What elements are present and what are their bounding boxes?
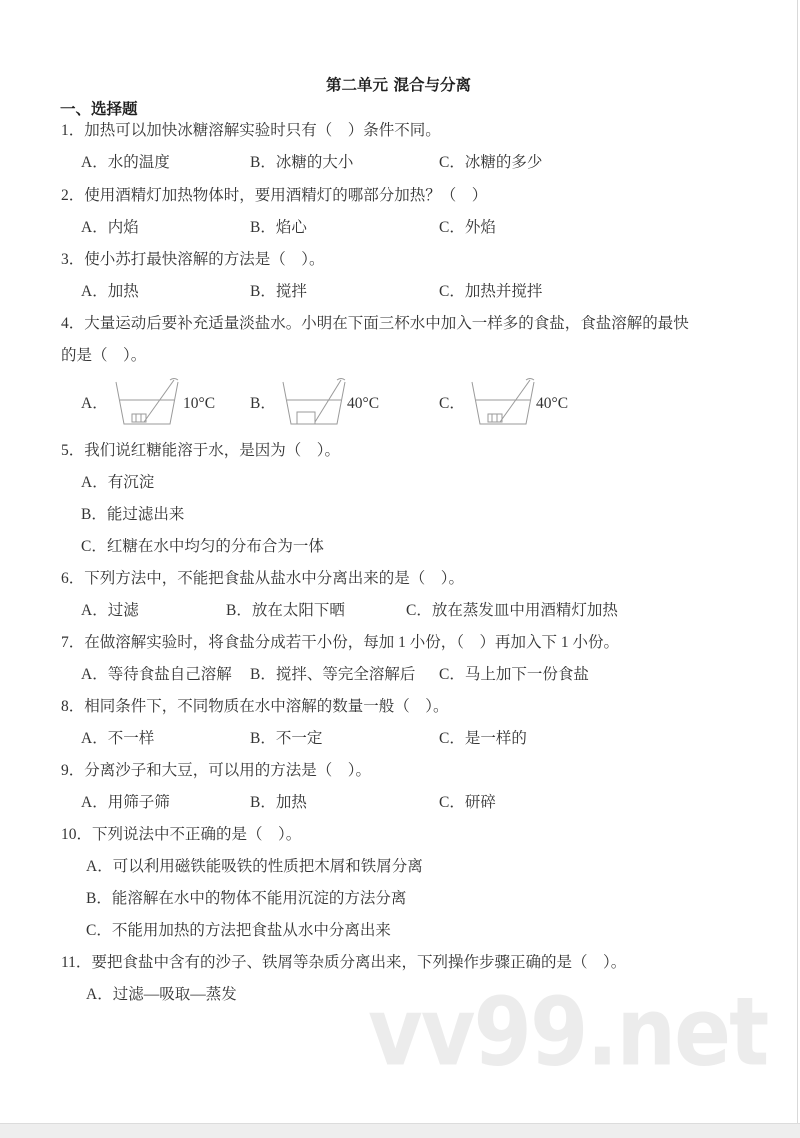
q2-option-b: B．焰心 [250,219,307,236]
question-11: 11．要把食盐中含有的沙子、铁屑等杂质分离出来，下列操作步骤正确的是（ ）。 [61,954,627,971]
q2-option-a: A．内焰 [81,219,139,236]
question-2: 2．使用酒精灯加热物体时，要用酒精灯的哪部分加热？（ ） [61,187,488,204]
q9-option-a: A．用筛子筛 [81,794,170,811]
watermark: vv99.net [368,977,768,1087]
q3-option-a: A．加热 [81,283,139,300]
q6-option-b: B．放在太阳下晒 [226,602,345,619]
q5-option-a: A．有沉淀 [81,474,155,491]
q3-option-b: B．搅拌 [250,283,307,300]
question-7: 7．在做溶解实验时，将食盐分成若干小份，每加 1 小份，（ ）再加入下 1 小份。 [61,634,620,651]
section-heading: 一、选择题 [60,100,138,118]
q4-option-c-temp: 40°C [536,395,569,412]
q5-option-b: B．能过滤出来 [81,506,185,523]
q10-option-c: C．不能用加热的方法把食盐从水中分离出来 [86,922,391,939]
q9-option-b: B．加热 [250,794,307,811]
q4-option-a-temp: 10°C [183,395,216,412]
beaker-icon [470,376,540,428]
q7-option-a: A．等待食盐自己溶解 [81,666,232,683]
question-4: 4．大量运动后要补充适量淡盐水。小明在下面三杯水中加入一样多的食盐，食盐溶解的最快 [61,315,689,332]
question-5: 5．我们说红糖能溶于水，是因为（ ）。 [61,442,341,459]
q4-option-b-label: B． [250,395,276,412]
q1-option-a: A．水的温度 [81,154,170,171]
question-1: 1．加热可以加快冰糖溶解实验时只有（ ）条件不同。 [61,122,441,139]
q8-option-a: A．不一样 [81,730,155,747]
q6-option-c: C．放在蒸发皿中用酒精灯加热 [406,602,618,619]
q8-option-c: C．是一样的 [439,730,527,747]
q6-option-a: A．过滤 [81,602,139,619]
page-bottom-gutter [0,1123,800,1138]
q1-option-b: B．冰糖的大小 [250,154,354,171]
beaker-icon [114,376,184,428]
q3-option-c: C．加热并搅拌 [439,283,543,300]
q9-option-c: C．研碎 [439,794,496,811]
question-3: 3．使小苏打最快溶解的方法是（ ）。 [61,251,325,268]
page-title: 第二单元 混合与分离 [326,76,471,94]
question-4-continued: 的是（ ）。 [61,347,147,364]
q7-option-c: C．马上加下一份食盐 [439,666,589,683]
q4-option-b-temp: 40°C [347,395,380,412]
q7-option-b: B．搅拌、等完全溶解后 [250,666,416,683]
q8-option-b: B．不一定 [250,730,323,747]
question-9: 9．分离沙子和大豆，可以用的方法是（ ）。 [61,762,372,779]
q1-option-c: C．冰糖的多少 [439,154,543,171]
q5-option-c: C．红糖在水中均匀的分布合为一体 [81,538,324,555]
q2-option-c: C．外焰 [439,219,496,236]
beaker-icon [281,376,351,428]
q10-option-b: B．能溶解在水中的物体不能用沉淀的方法分离 [86,890,407,907]
question-10: 10．下列说法中不正确的是（ ）。 [61,826,302,843]
q4-option-c-label: C． [439,395,465,412]
q10-option-a: A．可以利用磁铁能吸铁的性质把木屑和铁屑分离 [86,858,423,875]
q4-option-a-label: A． [81,395,108,412]
q11-option-a: A．过滤—吸取—蒸发 [86,986,237,1003]
question-6: 6．下列方法中，不能把食盐从盐水中分离出来的是（ ）。 [61,570,465,587]
question-8: 8．相同条件下，不同物质在水中溶解的数量一般（ ）。 [61,698,449,715]
